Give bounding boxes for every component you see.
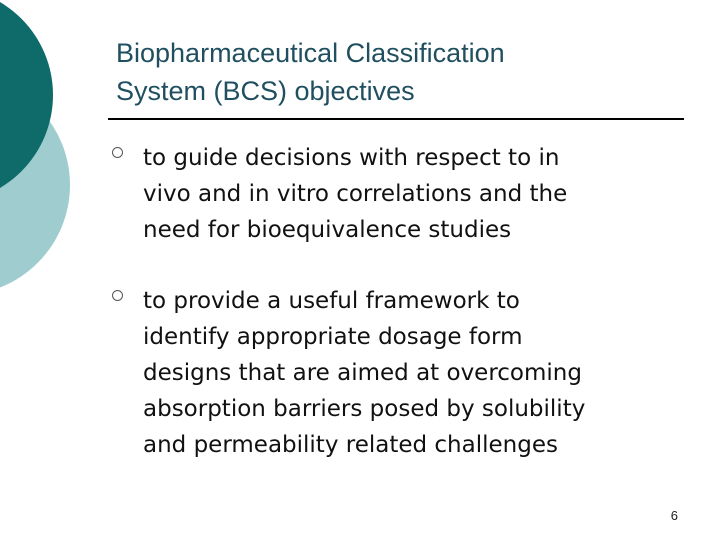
bullet-text-line: to guide decisions with respect to in bbox=[143, 145, 560, 171]
bullet-text-line: identify appropriate dosage form bbox=[143, 324, 523, 350]
title-divider bbox=[108, 118, 684, 120]
slide-title-line: System (BCS) objectives bbox=[116, 76, 415, 106]
list-item bbox=[112, 140, 692, 248]
slide-title-line: Biopharmaceutical Classification bbox=[116, 38, 505, 68]
bullet-text-line: vivo and in vitro correlations and the bbox=[143, 181, 568, 207]
page-number: 6 bbox=[670, 508, 678, 523]
objectives-list bbox=[112, 147, 692, 505]
bullet-text-line: designs that are aimed at overcoming bbox=[143, 360, 582, 386]
bullet-text-line: need for bioequivalence studies bbox=[143, 217, 512, 243]
decorative-teal-shapes bbox=[0, 0, 120, 300]
bullet-text-line: absorption barriers posed by solubility bbox=[143, 396, 586, 422]
bullet-text-line: to provide a useful framework to bbox=[143, 288, 520, 314]
bullet-text-line: and permeability related challenges bbox=[143, 432, 558, 458]
hollow-circle-bullet-icon bbox=[112, 290, 123, 301]
list-item bbox=[112, 283, 692, 463]
hollow-circle-bullet-icon bbox=[112, 147, 123, 158]
slide-title bbox=[116, 34, 676, 110]
